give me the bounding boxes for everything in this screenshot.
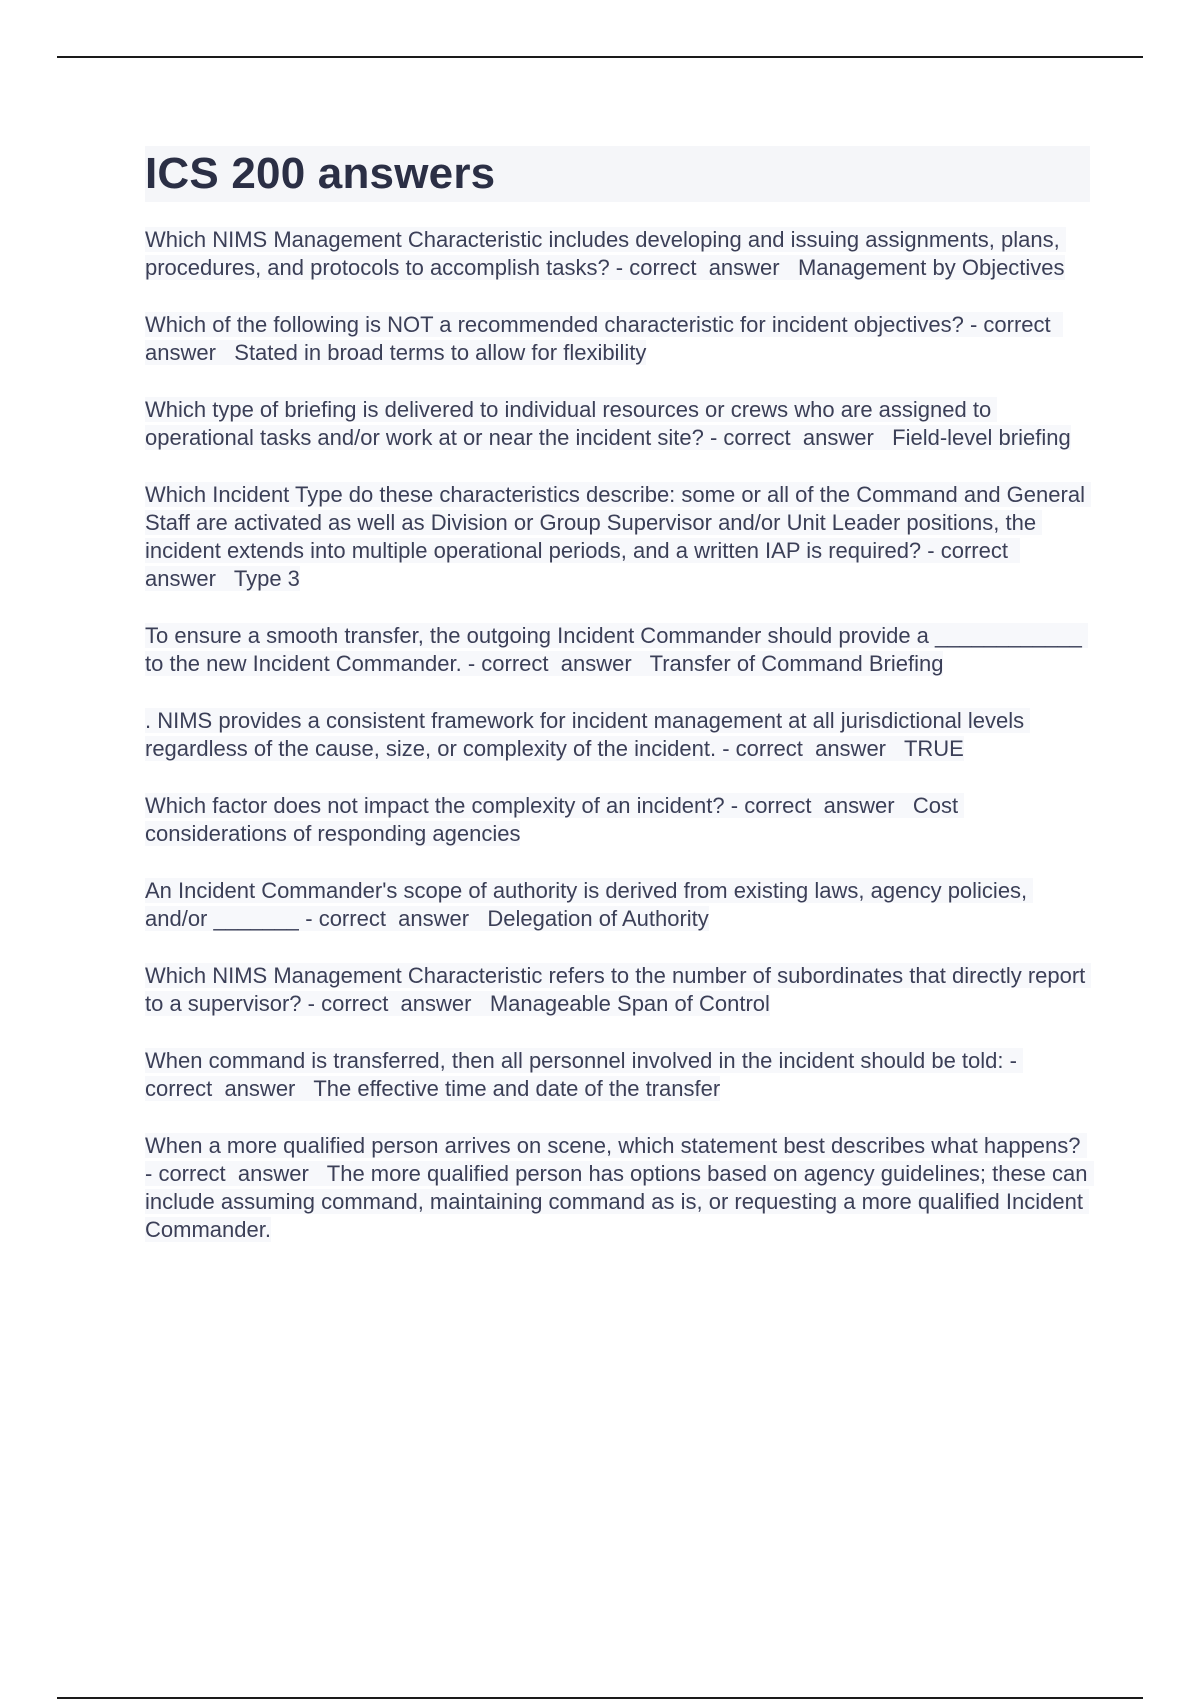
qa-item (145, 1132, 1094, 1244)
answer-separator: - correct answer (716, 736, 904, 761)
question-text: Which of the following is NOT a recommended characteristic for incident objectives? (145, 312, 964, 337)
answer-text: Management by Objectives (797, 255, 1065, 280)
answer-separator: - correct answer (145, 312, 1063, 365)
qa-item (145, 311, 1090, 367)
top-rule (57, 56, 1143, 58)
question-text: . NIMS provides a consistent framework for incident management at all jurisdictional levels regardless of the cause, size, or complexity of the incident. (145, 708, 1031, 761)
question-text: When command is transferred, then all personnel involved in the incident should be told: (145, 1048, 1004, 1073)
answer-separator: - correct answer (299, 906, 488, 931)
answer-text: The effective time and date of the transfer (313, 1076, 721, 1101)
qa-item (145, 481, 1090, 593)
answer-separator: - correct answer (724, 793, 913, 818)
answer-text: TRUE (903, 736, 964, 761)
answer-text: Cost considerations of responding agencies (145, 793, 965, 846)
answer-separator: - correct answer (145, 1133, 1087, 1186)
answer-separator: - correct answer (609, 255, 798, 280)
page-title: ICS 200 answers (145, 149, 496, 198)
qa-item (145, 792, 1090, 848)
answer-text: Delegation of Authority (487, 906, 709, 931)
question-text: Which NIMS Management Characteristic includes developing and issuing assignments, plans, procedures, and protocols to accomplish tasks? (145, 227, 1066, 280)
answer-separator: - correct answer (461, 651, 650, 676)
answer-text: Transfer of Command Briefing (649, 651, 944, 676)
qa-item (145, 707, 1090, 763)
answer-text: The more qualified person has options based on agency guidelines; these can include assuming command, maintaining command as is, or requesting a more qualified Incident Commander. (145, 1161, 1094, 1242)
title-band (145, 146, 1090, 202)
question-text: Which factor does not impact the complexity of an incident? (145, 793, 725, 818)
question-text: When a more qualified person arrives on scene, which statement best describes what happens? (145, 1133, 1081, 1158)
qa-item (145, 622, 1090, 678)
answer-text: Stated in broad terms to allow for flexibility (234, 340, 647, 365)
question-text: Which NIMS Management Characteristic refers to the number of subordinates that directly report to a supervisor? (145, 963, 1092, 1016)
question-text: Which type of briefing is delivered to individual resources or crews who are assigned to operational tasks and/or work at or near the incident site? (145, 397, 998, 450)
answer-separator: - correct answer (145, 1048, 1024, 1101)
bottom-rule (57, 1697, 1143, 1699)
answer-separator: - correct answer (703, 425, 893, 450)
qa-item (145, 1047, 1090, 1103)
question-text: An Incident Commander's scope of authority is derived from existing laws, agency policies, and/or _______ (145, 878, 1034, 931)
answer-separator: - correct answer (301, 991, 490, 1016)
qa-item (145, 962, 1090, 1018)
document-body (145, 146, 1094, 1273)
qa-item (145, 396, 1090, 452)
question-text: To ensure a smooth transfer, the outgoing Incident Commander should provide a ____________ to the new Incident Commander. (145, 623, 1088, 676)
answer-text: Manageable Span of Control (489, 991, 770, 1016)
answer-text: Field-level briefing (892, 425, 1071, 450)
qa-item (145, 226, 1090, 282)
answer-separator: - correct answer (145, 538, 1021, 591)
answer-text: Type 3 (233, 566, 300, 591)
qa-item (145, 877, 1090, 933)
question-text: Which Incident Type do these characteristics describe: some or all of the Command and General Staff are activated as well as Division or Group Supervisor and/or Unit Leader positions, the incident extends into multiple operational periods, and a written IAP is required? (145, 482, 1092, 563)
